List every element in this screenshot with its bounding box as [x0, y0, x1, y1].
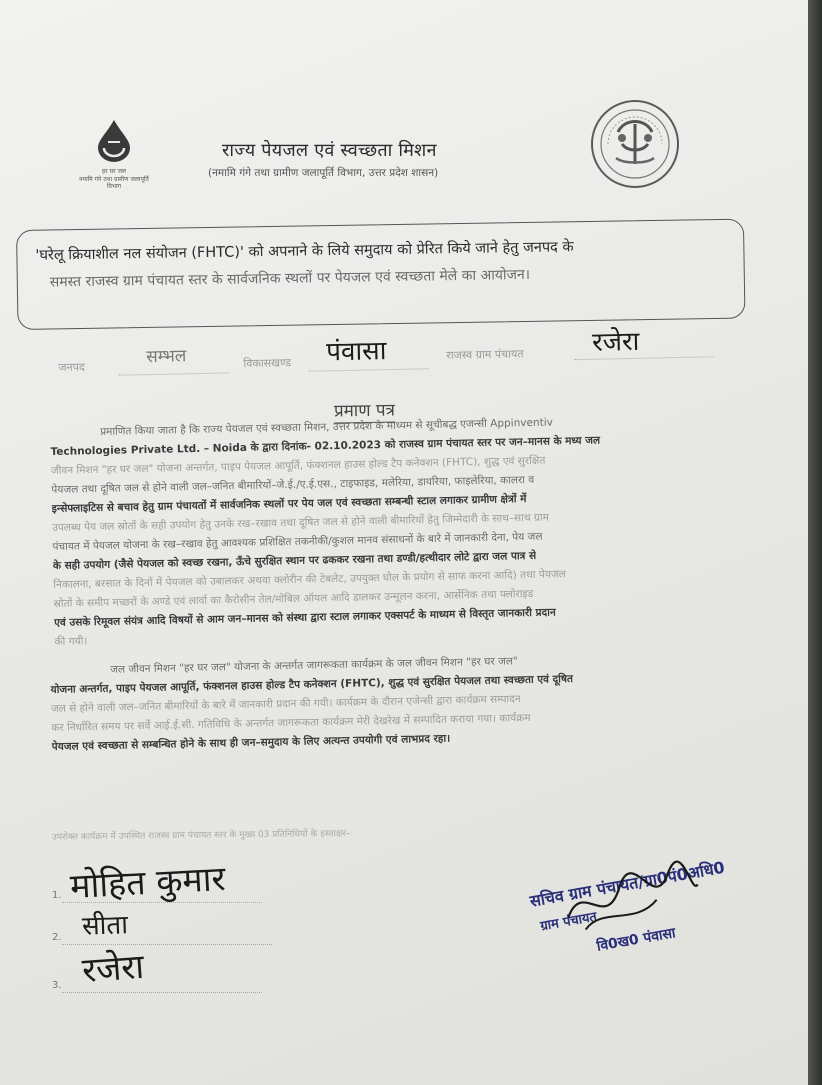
logo-caption: हर घर जल — [102, 168, 126, 175]
sig-number-1: 1. — [52, 890, 62, 901]
p1-line: पंचायत में पेयजल योजना के रख–रखाव हेतु आवश्यक प्रशिक्षित तकनीकी/कुशल मानव संसाधनों के बारे में जानकारी देना, पेय जल — [52, 530, 543, 553]
p1-line: इन्सेफ्लाइटिस से बचाव हेतु ग्राम पंचायतों में सार्वजनिक स्थलों पर पेय जल एवं स्वच्छता सम्बन्धी स्टाल लगाकर ग्रामीण क्षेत्रों में — [51, 493, 527, 515]
block-value: पंवासा — [325, 336, 387, 368]
p1-line: के सही उपयोग (जैसे पेयजल को स्वच्छ रखना, ऊँचे सुरक्षित स्थान पर ढककर रखना तथा डण्डी/हत्थीदार लोटे द्वारा जल पात्र से — [52, 549, 537, 572]
certificate-paragraph-2 — [50, 649, 758, 774]
logo-sub: नमामि गंगे तथा ग्रामीण जलापूर्ति विभाग — [79, 176, 149, 190]
p1-line: उपलब्ध पेय जल स्रोतों के सही उपयोग हेतु उनके रख–रखाव तथा दूषित जल से होने वाली बीमारियों हेतु जिम्मेदारी के साथ–साथ ग्राम — [52, 511, 550, 534]
p1-line: जीवन मिशन "हर घर जल" योजना अन्तर्गत, पाइप पेयजल आपूर्ति, फंक्शनल हाउस होल्ड टैप कनेक्शन (FHTC), शुद्ध एवं सुरक्षित — [50, 454, 546, 477]
village-value: रजेरा — [591, 326, 640, 358]
water-drop-icon — [94, 118, 134, 164]
p2-line: जल से होने वाली जल–जनित बीमारियों के बारे में जानकारी प्रदान की गयी। कार्यक्रम के दौरान एजेन्सी द्वारा कार्यक्रम सम्पादन — [50, 693, 521, 715]
location-fields — [58, 326, 749, 386]
certificate-heading: प्रमाण पत्र — [334, 397, 395, 423]
program-title-line-2: समस्त राजस्व ग्राम पंचायत स्तर के सार्वजनिक स्थलों पर पेयजल एवं स्वच्छता मेले का आयोजन। — [49, 266, 531, 291]
p1-line: स्रोतों के समीप मच्छरों के अण्डे एवं लार्वा का कैरोसीन तेल/मोबिल ऑयल आदि डालकर उन्मूलन करना, आर्सेनिक तथा फ्लोराइड — [53, 587, 534, 610]
stamp-line-3: वि0ख0 पंवासा — [595, 925, 677, 955]
certificate-paragraph-1 — [50, 411, 761, 666]
p1-line: निकालना, बरसात के दिनों में पेयजल को उबालकर अथवा क्लोरीन की टेबलेट, उपयुक्त घोल के प्रयोग से साफ करना आदि) तथा पेयजल — [53, 568, 566, 591]
p2-line: पेयजल एवं स्वच्छता से सम्बन्धित होने के साथ ही जन–समुदाय के लिए अत्यन्त उपयोगी एवं लाभप्रद रहा। — [51, 732, 451, 753]
background-edge — [808, 0, 822, 1085]
p1-line: Technologies Private Ltd. – Noida के द्वारा दिनांक- 02.10.2023 को राजस्व ग्राम पंचायत स्तर पर जन–मानस के मध्य जल — [50, 434, 601, 458]
stamp-line-1: सचिव ग्राम पंचायत/ग्रा0पं0अधि0 — [528, 857, 727, 911]
signature-scribble — [557, 855, 707, 948]
p1-line: की गयी। — [54, 635, 88, 648]
stamp-line-2: ग्राम पंचायत — [539, 909, 598, 935]
secretary-stamp — [528, 850, 774, 998]
org-title: राज्य पेयजल एवं स्वच्छता मिशन — [222, 140, 437, 161]
program-title-box — [16, 219, 745, 330]
sig-number-2: 2. — [52, 932, 62, 943]
village-label: राजस्व ग्राम पंचायत — [446, 347, 524, 362]
p2-line: जल जीवन मिशन "हर घर जल" योजना के अन्तर्गत जागरूकता कार्यक्रम के जल जीवन मिशन "हर घर जल" — [110, 655, 518, 676]
p1-line: प्रमाणित किया जाता है कि राज्य पेयजल एवं स्वच्छता मिशन, उत्तर प्रदेश के माध्यम से सूचीबद्ध एजन्सी Appinventiv — [100, 416, 554, 438]
program-title-line-1: 'घरेलू क्रियाशील नल संयोजन (FHTC)' को अपनाने के लिये समुदाय को प्रेरित किये जाने हेतु जनपद के — [35, 239, 574, 264]
p2-line: कर निर्धारित समय पर सर्वे आई.ई.सी. गतिविधि के अन्तर्गत जागरूकता कार्यक्रम मेरी देखरेख में सम्पादित कराया गया। कार्यक्रम — [51, 711, 531, 734]
representatives-note: उपरोक्त कार्यक्रम में उपस्थित राजस्व ग्राम पंचायत स्तर के मुख्य 03 प्रतिनिधियों के हस्ताक्षर– — [51, 828, 351, 843]
har-ghar-jal-logo — [78, 118, 150, 208]
p2-line: योजना अन्तर्गत, पाइप पेयजल आपूर्ति, फंक्शनल हाउस होल्ड टैप कनेक्शन (FHTC), शुद्ध एवं सुरक्षित पेयजल तथा स्वच्छता एवं दूषित — [50, 673, 574, 696]
block-label: विकासखण्ड — [243, 356, 292, 371]
district-value: सम्भल — [146, 346, 187, 368]
district-label: जनपद — [58, 360, 85, 374]
signature-1: मोहित कुमार — [69, 858, 227, 908]
p1-line: पेयजल तथा दूषित जल से होने वाली जल–जनित बीमारियों–जे.ई./ए.ई.एस., टाइफाइड, मलेरिया, डायरिया, फाइलेरिया, कालरा व — [51, 473, 535, 496]
sig-number-3: 3. — [52, 980, 62, 991]
p1-line: एवं उसके रिमूवल संयंत्र आदि विषयों से आम जन–मानस को संस्था द्वारा स्टाल लगाकर एक्सपर्ट के माध्यम से विस्तृत जानकारी प्रदान — [54, 606, 556, 629]
signature-2: सीता — [81, 910, 129, 942]
up-government-emblem — [588, 98, 682, 190]
org-subtitle: (नमामि गंगे तथा ग्रामीण जलापूर्ति विभाग, उत्तर प्रदेश शासन) — [208, 167, 439, 179]
signature-3: रजेरा — [80, 946, 146, 992]
